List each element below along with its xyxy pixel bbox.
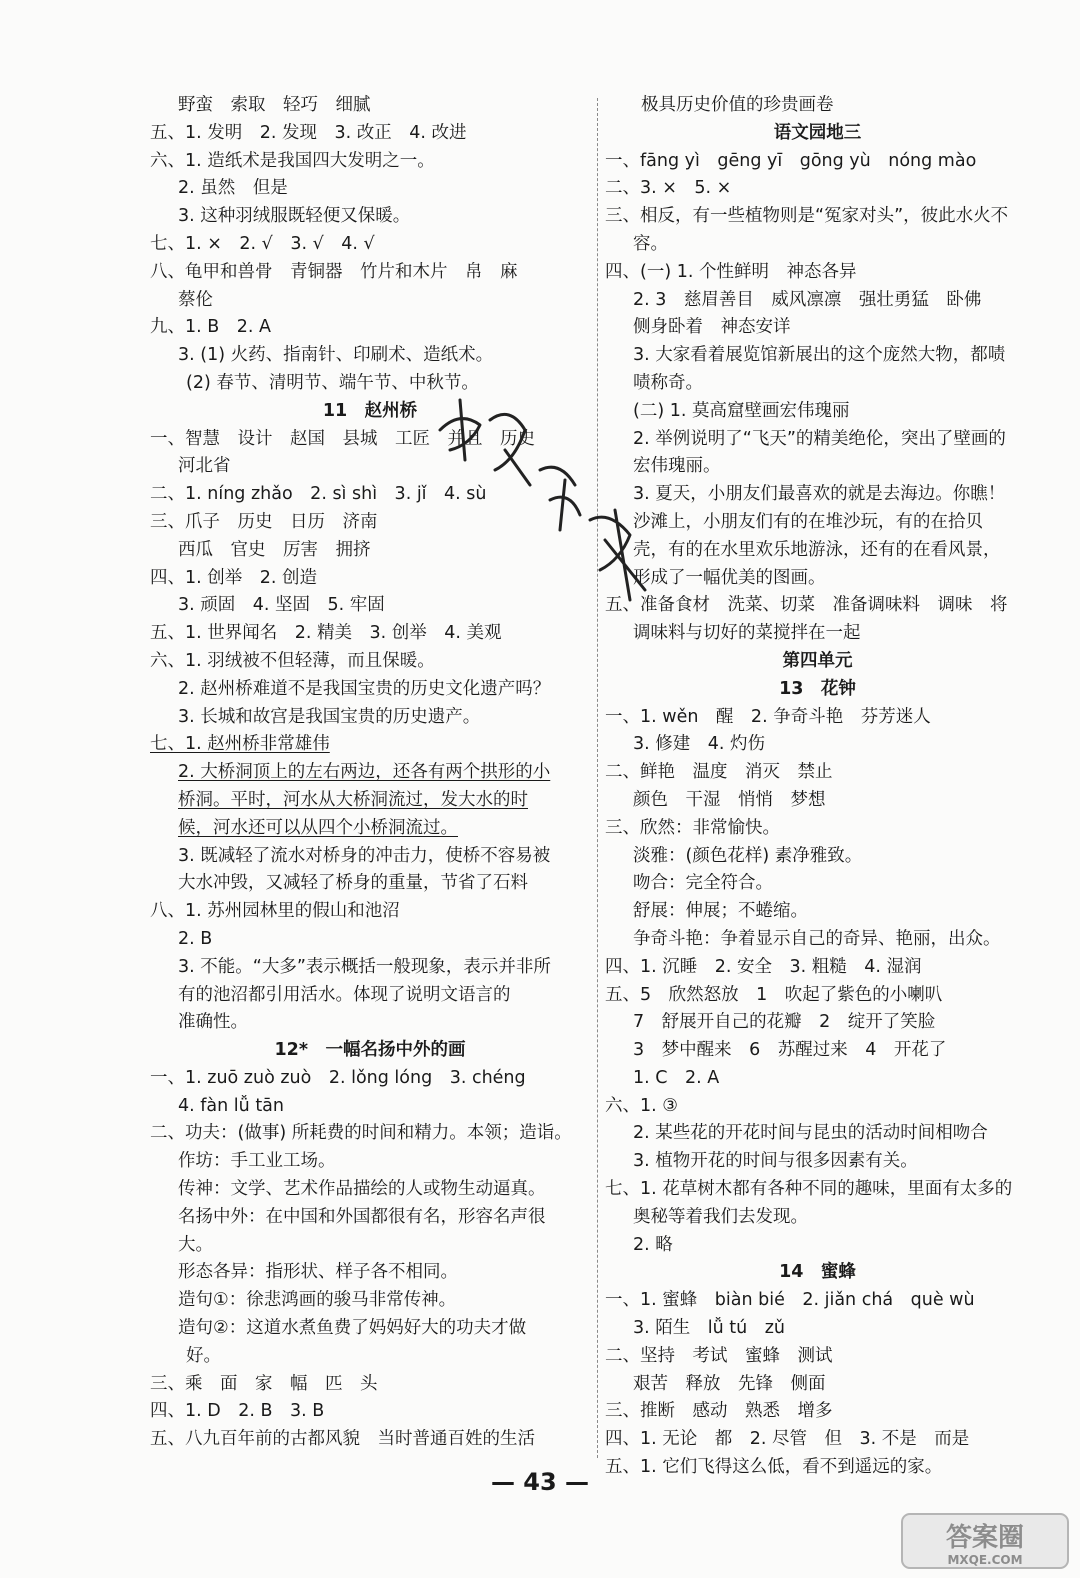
column-divider	[597, 98, 599, 1458]
answer-text: 四、1. 无论 都 2. 尽管 但 3. 不是 而是	[605, 1429, 970, 1450]
answer-text: 七、1. 赵州桥非常雄伟	[150, 734, 330, 755]
answer-text: 大。	[178, 1234, 213, 1255]
answer-text: 蔡伦	[178, 289, 213, 310]
answer-text: 壳，有的在水里欢乐地游泳，还有的在看风景，	[633, 539, 1001, 560]
answer-line	[150, 148, 590, 176]
answer-text: 3. 陌生 lǚ tú zǔ	[633, 1318, 786, 1339]
answer-line	[605, 453, 1030, 481]
answer-text: 2. 虽然 但是	[178, 178, 288, 199]
answer-line	[150, 982, 590, 1010]
answer-text: 五、5 欣然怒放 1 吹起了紫色的小喇叭	[605, 984, 943, 1005]
answer-line	[150, 259, 590, 287]
answer-line	[605, 426, 1030, 454]
site-logo	[900, 1512, 1070, 1570]
answer-line	[605, 1343, 1030, 1371]
answer-text: 传神：文学、艺术作品描绘的人或物生动逼真。	[178, 1179, 546, 1200]
answer-text: 容。	[633, 233, 668, 254]
answer-line	[150, 926, 590, 954]
answer-text: 造句②：这道水煮鱼费了妈妈好大的功夫才做	[178, 1318, 527, 1339]
answer-line	[150, 731, 590, 759]
answer-text: 3 梦中醒来 6 苏醒过来 4 开花了	[633, 1040, 947, 1061]
answer-text: 侧身卧着 神态安详	[633, 317, 791, 338]
answer-text: 七、1. × 2. √ 3. √ 4. √	[150, 233, 375, 254]
answer-text: 四、1. 沉睡 2. 安全 3. 粗糙 4. 湿润	[605, 956, 922, 977]
answer-line	[605, 342, 1030, 370]
answer-line	[605, 92, 1030, 120]
answer-text: 三、爪子 历史 日历 济南	[150, 511, 378, 532]
answer-line	[605, 1259, 1030, 1287]
answer-text: 14 蜜蜂	[779, 1262, 856, 1283]
answer-line	[150, 287, 590, 315]
answer-text: 淡雅：(颜色花样) 素净雅致。	[633, 845, 863, 866]
answer-line	[150, 481, 590, 509]
answer-text: 2. 举例说明了“飞天”的精美绝伦，突出了壁画的	[633, 428, 1006, 449]
answer-line	[605, 1120, 1030, 1148]
answer-line	[150, 1343, 590, 1371]
answer-line	[150, 704, 590, 732]
answer-text: 八、龟甲和兽骨 青铜器 竹片和木片 帛 麻	[150, 261, 518, 282]
answer-text: 2. 赵州桥难道不是我国宝贵的历史文化遗产吗？	[178, 678, 551, 699]
answer-line	[605, 537, 1030, 565]
answer-text: 作坊：手工业工场。	[178, 1151, 336, 1172]
answer-text: 3. 长城和故宫是我国宝贵的历史遗产。	[178, 706, 481, 727]
answer-text: 四、1. 创举 2. 创造	[150, 567, 318, 588]
answer-text: 河北省	[178, 456, 231, 477]
answer-line	[605, 787, 1030, 815]
answer-line	[605, 287, 1030, 315]
logo-text: 答案圈	[945, 1523, 1025, 1553]
answer-line	[150, 1176, 590, 1204]
answer-line	[150, 342, 590, 370]
answer-line	[150, 398, 590, 426]
answer-line	[150, 175, 590, 203]
answer-line	[605, 565, 1030, 593]
answer-line	[150, 787, 590, 815]
answer-line	[605, 648, 1030, 676]
answer-line	[605, 1009, 1030, 1037]
answer-text: 五、1. 它们飞得这么低，看不到遥远的家。	[605, 1457, 943, 1478]
answer-text: 野蛮 索取 轻巧 细腻	[178, 95, 371, 115]
answer-text: 宏伟瑰丽。	[633, 456, 721, 477]
answer-text: 奥秘等着我们去发现。	[633, 1206, 808, 1227]
answer-line	[605, 1315, 1030, 1343]
answer-text: 舒展：伸展；不蜷缩。	[633, 901, 808, 922]
answer-line	[605, 398, 1030, 426]
answer-line	[605, 1148, 1030, 1176]
answer-line	[150, 815, 590, 843]
answer-line	[150, 1093, 590, 1121]
answer-text: 7 舒展开自己的花瓣 2 绽开了笑脸	[633, 1012, 936, 1033]
answer-line	[150, 1037, 590, 1065]
answer-text: 一、1. wěn 醒 2. 争奇斗艳 芬芳迷人	[605, 706, 931, 727]
answer-line	[150, 1148, 590, 1176]
answer-line	[150, 453, 590, 481]
answer-text: 3. 修建 4. 灼伤	[633, 734, 766, 755]
answer-text: 九、1. B 2. A	[150, 317, 271, 338]
answer-line	[150, 648, 590, 676]
answer-line	[605, 1093, 1030, 1121]
left-column	[150, 92, 590, 1454]
answer-line	[605, 231, 1030, 259]
answer-line	[605, 175, 1030, 203]
answer-text: 2. 某些花的开花时间与昆虫的活动时间相吻合	[633, 1123, 988, 1144]
answer-text: 八、1. 苏州园林里的假山和池沼	[150, 901, 400, 922]
answer-line	[605, 898, 1030, 926]
answer-line	[605, 1037, 1030, 1065]
answer-line	[605, 203, 1030, 231]
answer-text: 一、fāng yì gēng yī gōng yù nóng mào	[605, 150, 977, 171]
answer-text: (二) 1. 莫高窟壁画宏伟瑰丽	[633, 400, 850, 421]
answer-text: 二、鲜艳 温度 消灭 禁止	[605, 762, 833, 783]
answer-text: 大水冲毁，又减轻了桥身的重量，节省了石料	[178, 873, 528, 894]
answer-text: 3. 这种羽绒服既轻便又保暖。	[178, 206, 411, 227]
answer-line	[150, 843, 590, 871]
answer-text: 候，河水还可以从四个小桥洞流过。	[178, 817, 458, 838]
answer-text: 3. 夏天，小朋友们最喜欢的就是去海边。你瞧！	[633, 484, 1006, 505]
answer-text: 六、1. 羽绒被不但轻薄，而且保暖。	[150, 650, 435, 671]
answer-text: 三、推断 感动 熟悉 增多	[605, 1401, 833, 1422]
answer-line	[150, 231, 590, 259]
answer-text: 五、1. 世界闻名 2. 精美 3. 创举 4. 美观	[150, 623, 502, 644]
answer-line	[605, 676, 1030, 704]
answer-text: 争奇斗艳：争着显示自己的奇异、艳丽，出众。	[633, 928, 1001, 949]
answer-text: 造句①：徐悲鸿画的骏马非常传神。	[178, 1290, 457, 1311]
answer-line	[605, 120, 1030, 148]
answer-line	[605, 370, 1030, 398]
answer-line	[150, 898, 590, 926]
answer-line	[605, 1176, 1030, 1204]
answer-text: 一、1. zuō zuò zuò 2. lǒng lóng 3. chéng	[150, 1067, 526, 1088]
answer-line	[605, 815, 1030, 843]
answer-line	[605, 731, 1030, 759]
answer-line	[150, 370, 590, 398]
answer-text: 沙滩上，小朋友们有的在堆沙玩，有的在拾贝	[633, 511, 983, 532]
answer-text: 六、1. ③	[605, 1095, 678, 1116]
answer-line	[150, 592, 590, 620]
answer-text: 2. 3 慈眉善目 威风凛凛 强壮勇猛 卧佛	[633, 289, 982, 310]
answer-text: 四、(一) 1. 个性鲜明 神态各异	[605, 261, 857, 282]
answer-line	[605, 481, 1030, 509]
answer-line	[605, 1065, 1030, 1093]
answer-text: 3. 不能。“大多”表示概括一般现象，表示并非所	[178, 956, 551, 977]
answer-text: 极具历史价值的珍贵画卷	[641, 95, 834, 115]
answer-line	[150, 203, 590, 231]
answer-text: 3. 植物开花的时间与很多因素有关。	[633, 1151, 918, 1172]
answer-text: 三、乘 面 家 幅 匹 头	[150, 1373, 378, 1394]
answer-text: 3. 既减轻了流水对桥身的冲击力，使桥不容易被	[178, 845, 551, 866]
answer-line	[150, 954, 590, 982]
answer-text: 一、1. 蜜蜂 biàn bié 2. jiǎn chá què wù	[605, 1290, 975, 1311]
answer-text: 准确性。	[178, 1012, 248, 1033]
answer-line	[605, 620, 1030, 648]
answer-line	[150, 509, 590, 537]
answer-text: 二、功夫：(做事) 所耗费的时间和精力。本领；造诣。	[150, 1123, 572, 1144]
answer-line	[605, 982, 1030, 1010]
answer-line	[605, 704, 1030, 732]
logo-subtext: MXQE.COM	[947, 1553, 1023, 1567]
answer-text: 一、智慧 设计 赵国 县城 工匠 并且 历史	[150, 428, 535, 449]
answer-line	[150, 870, 590, 898]
answer-text: 形成了一幅优美的图画。	[633, 567, 826, 588]
answer-text: 吻合：完全符合。	[633, 873, 773, 894]
answer-text: 1. C 2. A	[633, 1067, 720, 1088]
answer-line	[150, 1232, 590, 1260]
answer-line	[150, 1426, 590, 1454]
answer-text: (2) 春节、清明节、端午节、中秋节。	[186, 372, 479, 393]
answer-text: 2. 略	[633, 1234, 673, 1255]
answer-text: 好。	[186, 1345, 221, 1366]
answer-line	[605, 1398, 1030, 1426]
answer-text: 第四单元	[782, 650, 853, 671]
answer-text: 4. fàn lǚ tān	[178, 1095, 284, 1116]
answer-text: 3. 顽固 4. 坚固 5. 牢固	[178, 595, 385, 616]
answer-text: 有的池沼都引用活水。体现了说明文语言的	[178, 984, 511, 1005]
answer-text: 12* 一幅名扬中外的画	[274, 1040, 466, 1061]
answer-line	[605, 1232, 1030, 1260]
answer-line	[605, 843, 1030, 871]
answer-line	[150, 759, 590, 787]
answer-text: 二、坚持 考试 蜜蜂 测试	[605, 1345, 833, 1366]
answer-line	[150, 620, 590, 648]
answer-text: 三、欣然：非常愉快。	[605, 817, 780, 838]
answer-text: 语文园地三	[773, 122, 862, 143]
answer-line	[605, 870, 1030, 898]
answer-text: 五、1. 发明 2. 发现 3. 改正 4. 改进	[150, 122, 467, 143]
answer-line	[605, 759, 1030, 787]
answer-text: 五、八九百年前的古都风貌 当时普通百姓的生活	[150, 1429, 535, 1450]
answer-line	[605, 1287, 1030, 1315]
page-number: — 43 —	[490, 1468, 590, 1496]
answer-line	[605, 314, 1030, 342]
answer-text: 3. (1) 火药、指南针、印刷术、造纸术。	[178, 345, 494, 366]
answer-line	[150, 1120, 590, 1148]
answer-text: 颜色 干湿 悄悄 梦想	[633, 789, 826, 810]
answer-text: 2. B	[178, 928, 213, 949]
answer-text: 二、3. × 5. ×	[605, 178, 732, 199]
answer-line	[605, 954, 1030, 982]
answer-line	[605, 509, 1030, 537]
right-column	[605, 92, 1030, 1482]
answer-line	[150, 1315, 590, 1343]
answer-line	[150, 120, 590, 148]
answer-text: 11 赵州桥	[322, 400, 418, 421]
answer-line	[150, 1259, 590, 1287]
answer-text: 三、相反，有一些植物则是“冤家对头”，彼此水火不	[605, 206, 1009, 227]
answer-line	[605, 926, 1030, 954]
answer-line	[150, 1371, 590, 1399]
answer-line	[150, 1065, 590, 1093]
answer-line	[605, 592, 1030, 620]
answer-text: 六、1. 造纸术是我国四大发明之一。	[150, 150, 435, 171]
answer-text: 名扬中外：在中国和外国都很有名，形容名声很	[178, 1206, 546, 1227]
answer-line	[150, 565, 590, 593]
answer-line	[605, 1371, 1030, 1399]
answer-line	[150, 676, 590, 704]
answer-text: 二、1. níng zhǎo 2. sì shì 3. jǐ 4. sù	[150, 484, 487, 505]
answer-text: 桥洞。平时，河水从大桥洞流过，发大水的时	[178, 789, 528, 810]
answer-line	[605, 1426, 1030, 1454]
answer-line	[605, 259, 1030, 287]
answer-text: 七、1. 花草树木都有各种不同的趣味，里面有太多的	[605, 1179, 1013, 1200]
answer-text: 形态各异：指形状、样子各不相同。	[178, 1262, 458, 1283]
answer-line	[150, 314, 590, 342]
answer-line	[150, 1287, 590, 1315]
answer-text: 3. 大家看着展览馆新展出的这个庞然大物，都啧	[633, 345, 1006, 366]
answer-line	[605, 148, 1030, 176]
answer-text: 艰苦 释放 先锋 侧面	[633, 1373, 826, 1394]
answer-text: 调味料与切好的菜搅拌在一起	[633, 623, 861, 644]
answer-line	[150, 1398, 590, 1426]
answer-line	[150, 426, 590, 454]
answer-line	[605, 1204, 1030, 1232]
answer-line	[150, 537, 590, 565]
answer-text: 13 花钟	[779, 678, 856, 699]
answer-text: 五、准备食材 洗菜、切菜 准备调味料 调味 将	[605, 595, 1008, 616]
answer-line	[150, 1009, 590, 1037]
answer-line	[150, 92, 590, 120]
answer-line	[150, 1204, 590, 1232]
answer-text: 2. 大桥洞顶上的左右两边，还各有两个拱形的小	[178, 762, 551, 783]
answer-text: 啧称奇。	[633, 372, 703, 393]
answer-text: 西瓜 官史 厉害 拥挤	[178, 539, 371, 560]
answer-text: 四、1. D 2. B 3. B	[150, 1401, 325, 1422]
